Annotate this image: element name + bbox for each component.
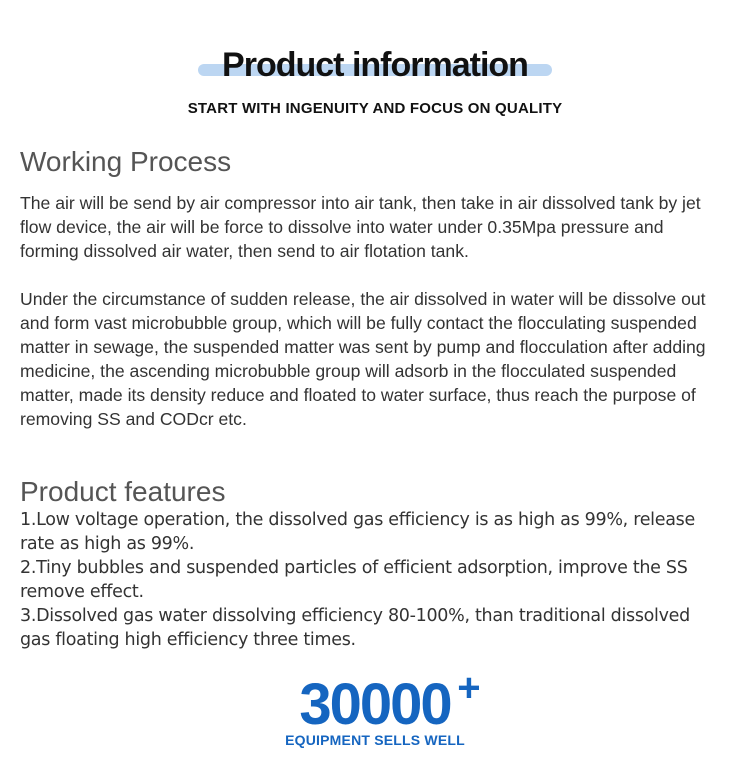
stat-number: 30000 [299,672,451,737]
feature-item: 3.Dissolved gas water dissolving efficiency 80-100%, than traditional dissolved gas floating high efficiency three times. [20,606,690,650]
stat-number-wrap [299,666,481,738]
stat-plus-sign: + [457,666,481,710]
page-header [0,40,750,117]
feature-item: 2.Tiny bubbles and suspended particles of efficient adsorption, improve the SS remove effect. [20,558,688,602]
title-wrap [222,40,528,90]
page-title: Product information [222,46,528,84]
working-process-paragraph-2: Under the circumstance of sudden release, the air dissolved in water will be dissolve out and form vast microbubble group, which will be fully contact the flocculating suspended matter in sewage, the suspended matter was sent by pump and flocculation after adding medicine, the ascending microbubble group will adsorb in the flocculated suspended matter, made its density reduce and floated to water surface, thus reach the purpose of removing SS and CODcr etc. [20,289,706,429]
page-subtitle: START WITH INGENUITY AND FOCUS ON QUALITY [187,100,563,117]
stat-label: EQUIPMENT SELLS WELL [285,732,465,748]
working-process-heading: Working Process [20,146,232,177]
product-features-heading: Product features [20,476,226,507]
working-process-paragraph-1: The air will be send by air compressor into air tank, then take in air dissolved tank by jet flow device, the air will be force to dissolve into water under 0.35Mpa pressure and forming dissolved air water, then send to air flotation tank. [20,193,701,261]
sales-stat [0,666,750,748]
feature-item: 1.Low voltage operation, the dissolved gas efficiency is as high as 99%, release rate as high as 99%. [20,510,695,554]
product-features-list [20,508,725,652]
